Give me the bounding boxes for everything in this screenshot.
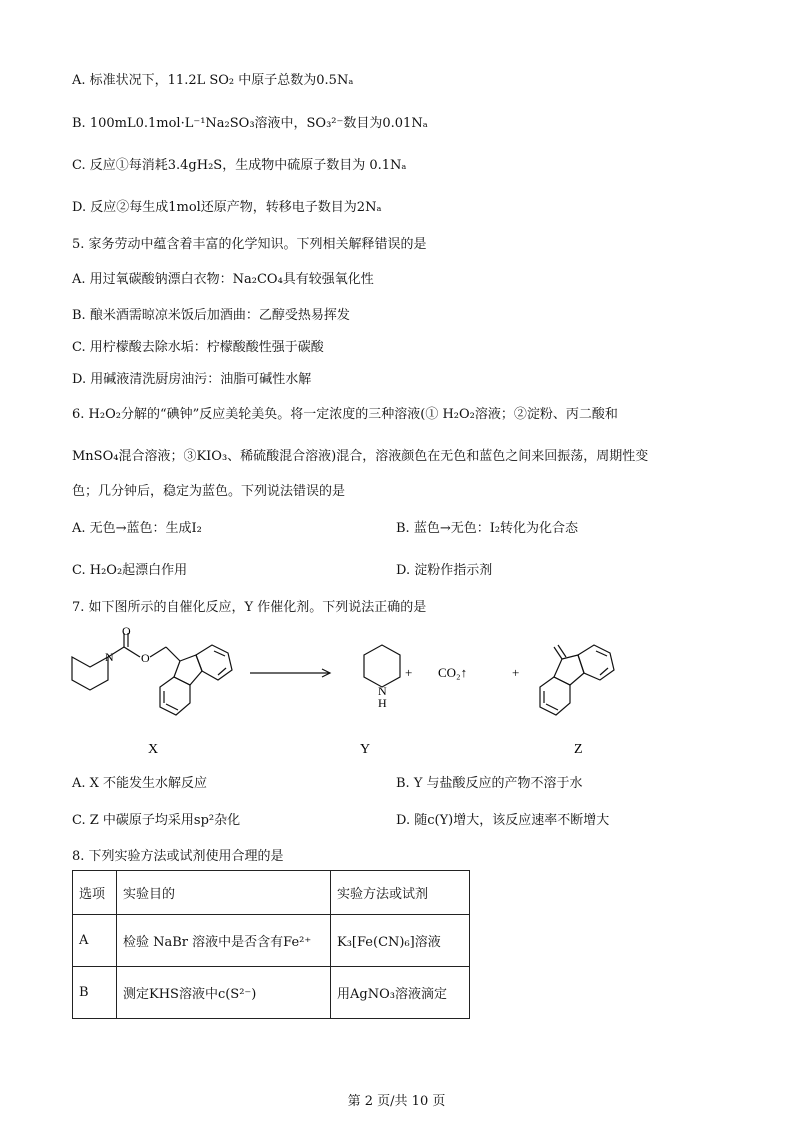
label-x: X (148, 742, 159, 757)
row-a-option: A (73, 915, 117, 967)
q7-option-b: B. Y 与盐酸反应的产物不溶于水 (396, 776, 583, 791)
q5-option-b: B. 酿米酒需晾凉米饭后加酒曲：乙醇受热易挥发 (72, 308, 350, 323)
q4-option-a: A. 标准状况下，11.2L SO₂ 中原子总数为0.5Nₐ (72, 73, 354, 88)
atom-n-x: N (105, 650, 114, 664)
q7-stem: 7. 如下图所示的自催化反应，Y 作催化剂。下列说法正确的是 (72, 600, 427, 615)
table-row (73, 915, 470, 967)
atom-o-carbonyl: O (122, 625, 131, 638)
plus-sign-2: + (512, 665, 520, 680)
q7-option-a: A. X 不能发生水解反应 (72, 776, 208, 791)
atom-o-ester: O (141, 651, 150, 665)
row-a-method: K₃[Fe(CN)₆]溶液 (331, 915, 470, 967)
plus-sign-1: + (405, 665, 413, 680)
table-row (73, 967, 470, 1019)
q7-option-d: D. 随c(Y)增大，该反应速率不断增大 (396, 813, 610, 828)
page-footer: 第 2 页/共 10 页 (347, 1094, 446, 1109)
q5-stem: 5. 家务劳动中蕴含着丰富的化学知识。下列相关解释错误的是 (72, 237, 427, 252)
label-z: Z (574, 742, 583, 757)
q6-option-d: D. 淀粉作指示剂 (396, 563, 493, 578)
q4-option-c: C. 反应①每消耗3.4gH₂S，生成物中硫原子数目为 0.1Nₐ (72, 158, 407, 173)
q6-stem-line2: MnSO₄混合溶液；③KIO₃、稀硫酸混合溶液)混合，溶液颜色在无色和蓝色之间来回振荡，周期性变 (72, 449, 649, 464)
row-a-purpose: 检验 NaBr 溶液中是否含有Fe²⁺ (117, 915, 331, 967)
label-y: Y (360, 742, 371, 757)
row-b-purpose: 测定KHS溶液中c(S²⁻) (117, 967, 331, 1019)
q5-option-a: A. 用过氧碳酸钠漂白衣物：Na₂CO₄具有较强氧化性 (72, 272, 374, 287)
q4-option-d: D. 反应②每生成1mol还原产物，转移电子数目为2Nₐ (72, 200, 382, 215)
header-purpose: 实验目的 (117, 871, 331, 915)
reaction-scheme (62, 625, 662, 760)
q4-option-b: B. 100mL0.1mol·L⁻¹Na₂SO₃溶液中，SO₃²⁻数目为0.01Nₐ (72, 116, 428, 131)
row-b-method: 用AgNO₃溶液滴定 (331, 967, 470, 1019)
row-b-option: B (73, 967, 117, 1019)
q6-stem-line3: 色；几分钟后，稳定为蓝色。下列说法错误的是 (72, 484, 346, 499)
q6-stem-line1: 6. H₂O₂分解的“碘钟”反应美轮美奂。将一定浓度的三种溶液(① H₂O₂溶液；②淀粉、丙二酸和 (72, 407, 618, 422)
q6-option-c: C. H₂O₂起漂白作用 (72, 563, 188, 578)
table-header-row (73, 871, 470, 915)
q6-option-b: B. 蓝色→无色：I₂转化为化合态 (396, 521, 579, 536)
co2-label: CO₂↑ (438, 665, 468, 680)
header-option: 选项 (73, 871, 117, 915)
header-method: 实验方法或试剂 (331, 871, 470, 915)
q7-option-c: C. Z 中碳原子均采用sp²杂化 (72, 813, 241, 828)
atom-n-y: N (378, 684, 387, 698)
q6-option-a: A. 无色→蓝色：生成I₂ (72, 521, 202, 536)
atom-h-y: H (378, 696, 387, 710)
q5-option-d: D. 用碱液清洗厨房油污：油脂可碱性水解 (72, 372, 312, 387)
q5-option-c: C. 用柠檬酸去除水垢：柠檬酸酸性强于碳酸 (72, 340, 324, 355)
q8-table (72, 870, 470, 1019)
q8-stem: 8. 下列实验方法或试剂使用合理的是 (72, 849, 284, 864)
